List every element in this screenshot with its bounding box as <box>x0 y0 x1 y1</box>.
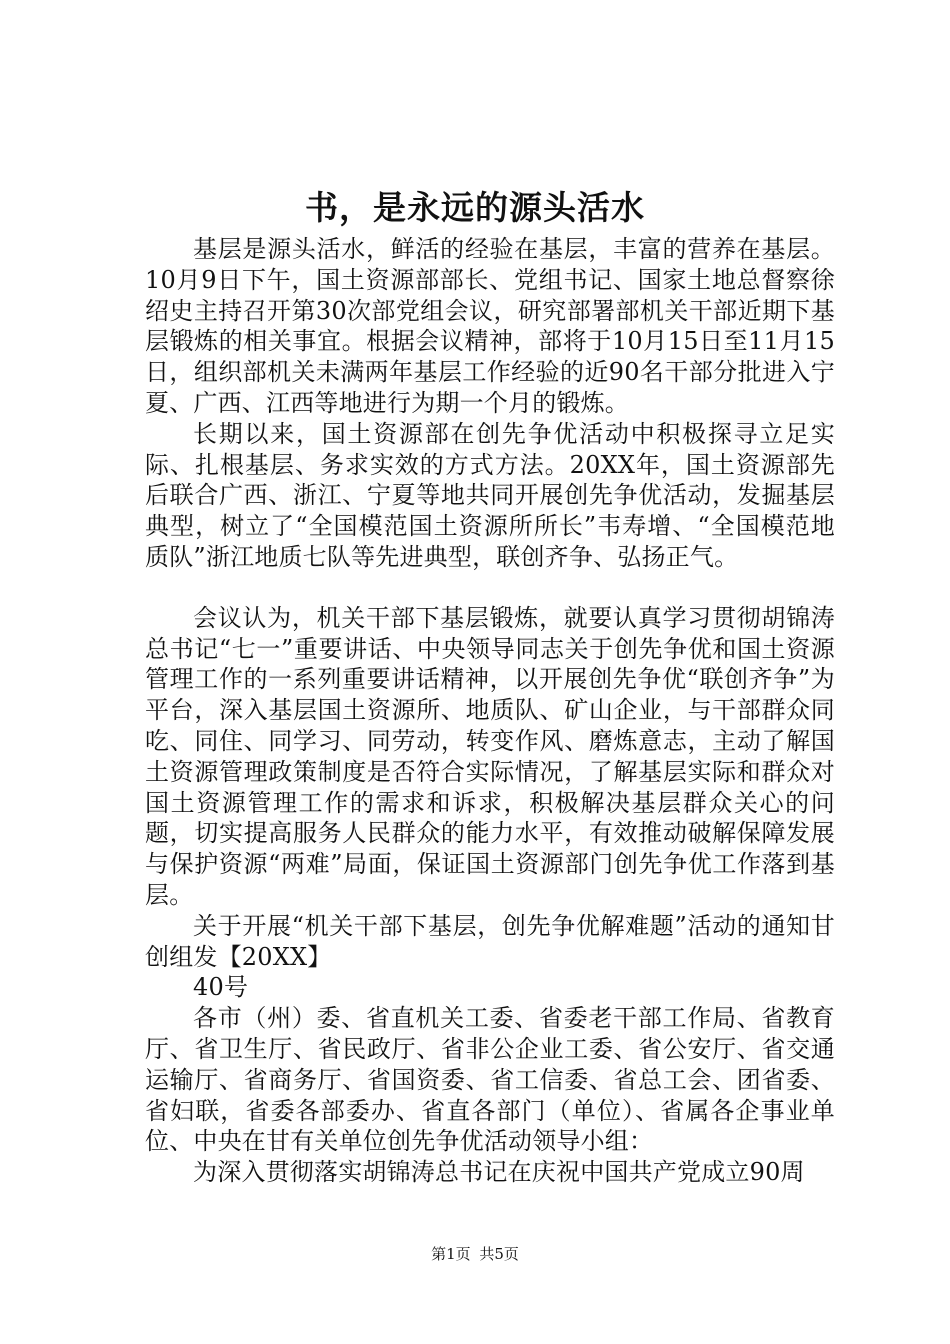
document-title: 书，是永远的源头活水 <box>305 188 645 227</box>
paragraph-meeting: 会议认为，机关干部下基层锻炼，就要认真学习贯彻胡锦涛总书记“七一”重要讲话、中央领导同志关于创先争优和国土资源管理工作的一系列重要讲话精神，以开展创先争优“联创齐争”为平台，深入基层国土资源所、地质队、矿山企业，与干部群众同吃、同住、同学习、同劳动，转变作风、磨炼意志，主动了解国土资源管理政策制度是否符合实际情况，了解基层实际和群众对国土资源管理工作的需求和诉求，积极解决基层群众关心的问题，切实提高服务人民群众的能力水平，有效推动破解保障发展与保护资源“两难”局面，保证国土资源部门创先争优工作落到基层。 <box>145 603 835 909</box>
paragraph-intro: 基层是源头活水，鲜活的经验在基层，丰富的营养在基层。10月9日下午，国土资源部部长、党组书记、国家土地总督察徐绍史主持召开第30次部党组会议，研究部署部机关干部近期下基层锻炼的相关事宜。根据会议精神，部将于10月15日至11月15日，组织部机关未满两年基层工作经验的近90名干部分批进入宁夏、广西、江西等地进行为期一个月的锻炼。 <box>145 235 835 417</box>
document-body <box>145 234 835 1188</box>
paragraph-recipients: 各市（州）委、省直机关工委、省委老干部工作局、省教育厅、省卫生厅、省民政厅、省非公企业工委、省公安厅、省交通运输厅、省商务厅、省国资委、省工信委、省总工会、团省委、省妇联，省委各部委办、省直各部门（单位）、省属各企事业单位、中央在甘有关单位创先争优活动领导小组： <box>145 1004 835 1156</box>
paragraph-notice-title: 关于开展“机关干部下基层，创先争优解难题”活动的通知甘创组发【20XX】 <box>145 911 835 971</box>
paragraph-notice-number: 40号 <box>193 973 249 1002</box>
paragraph-background: 长期以来，国土资源部在创先争优活动中积极探寻立足实际、扎根基层、务求实效的方式方法。20XX年，国土资源部先后联合广西、浙江、宁夏等地共同开展创先争优活动，发掘基层典型，树立了“全国模范国土资源所所长”韦寿增、“全国模范地质队”浙江地质七队等先进典型，联创齐争、弘扬正气。 <box>145 419 835 571</box>
paragraph-closing: 为深入贯彻落实胡锦涛总书记在庆祝中国共产党成立90周 <box>193 1158 805 1187</box>
page-footer <box>0 1244 950 1264</box>
page-number: 第1页 <box>431 1245 471 1263</box>
page-total: 共5页 <box>479 1245 519 1263</box>
